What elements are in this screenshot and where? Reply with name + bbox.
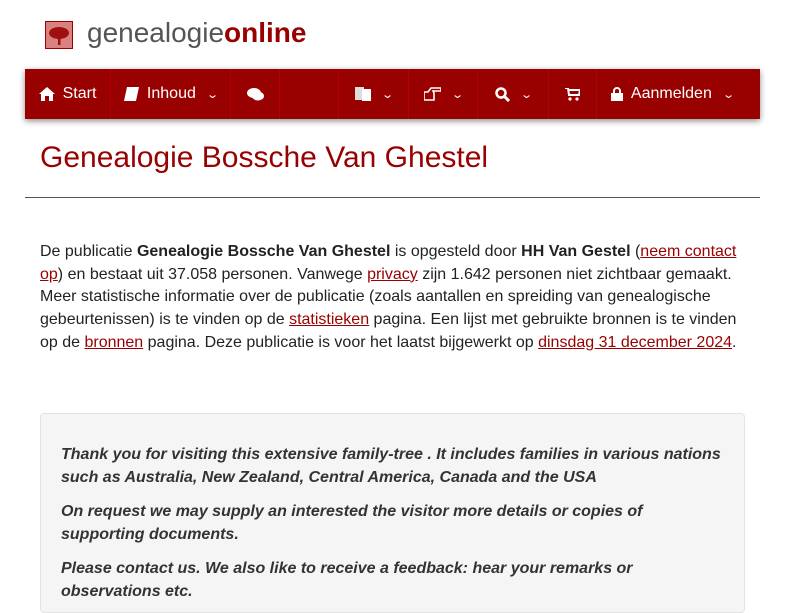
privacy-link[interactable]: privacy	[367, 265, 418, 283]
language-icon	[355, 86, 371, 102]
author-name: HH Van Gestel	[521, 243, 631, 260]
chevron-down-icon: ⌄	[206, 88, 219, 101]
chevron-down-icon: ⌄	[722, 88, 735, 101]
nav-actions[interactable]	[409, 69, 478, 119]
text: De publicatie	[40, 243, 137, 260]
nav-language[interactable]	[339, 69, 409, 119]
nav-start-label: Start	[62, 85, 97, 102]
text: pagina. Een lijst met gebruikte bronnen is te vinden op de	[40, 311, 737, 351]
nav-start[interactable]	[25, 69, 111, 119]
chevron-down-icon: ⌄	[451, 88, 464, 101]
home-icon	[39, 87, 55, 101]
note-paragraph: On request we may supply an interested the visitor more details or copies of supporting documents.	[61, 503, 643, 543]
comments-icon	[247, 88, 264, 101]
publication-name: Genealogie Bossche Van Ghestel	[136, 243, 391, 260]
nav-login-label: Aanmelden	[630, 85, 712, 102]
note-paragraph: Please contact us. We also like to receive a feedback: hear your remarks or observations etc.	[61, 560, 633, 600]
text: is opgesteld door	[390, 243, 522, 260]
text: ) en bestaat uit 37.058 personen. Vanwege	[57, 265, 368, 283]
nav-search[interactable]	[478, 69, 549, 119]
last-updated-link[interactable]: dinsdag 31 december 2024	[538, 333, 733, 351]
search-icon	[495, 87, 510, 102]
text: pagina. Deze publicatie is voor het laatst bijgewerkt op	[143, 333, 539, 351]
book-icon	[124, 87, 139, 101]
nav-forum[interactable]	[231, 69, 280, 119]
nav-cart[interactable]	[549, 69, 597, 119]
contact-link[interactable]: neem contact op	[40, 243, 737, 283]
text: zijn 1.642 personen niet zichtbaar gemaakt. Meer statistische informatie over de publicatie (zoals aantallen en spreiding van genealogische gebeurtenissen) is te vinden op de	[40, 265, 732, 329]
brand-name[interactable]	[87, 17, 306, 49]
chevron-down-icon: ⌄	[520, 88, 533, 101]
hand-pointer-icon	[424, 87, 441, 101]
publication-intro	[40, 241, 750, 355]
page-title: Genealogie Bossche Van Ghestel	[40, 141, 489, 174]
lock-icon	[611, 87, 623, 101]
brand-part1: genealogie	[87, 17, 225, 48]
logo[interactable]	[45, 21, 73, 49]
nav-inhoud-label: Inhoud	[146, 85, 196, 102]
divider	[25, 197, 760, 198]
tree-icon	[47, 23, 71, 47]
sources-link[interactable]: bronnen	[84, 333, 144, 351]
main-nav	[25, 69, 760, 119]
statistics-link[interactable]: statistieken	[289, 311, 370, 329]
nav-spacer	[280, 69, 339, 119]
nav-login[interactable]	[597, 69, 747, 119]
author-notes	[40, 413, 745, 613]
brand-part2: online	[224, 17, 307, 48]
text: .	[732, 333, 737, 351]
note-paragraph: Thank you for visiting this extensive family-tree . It includes families in various nations such as Australia, New Zealand, Central America, Canada and the USA	[61, 446, 721, 486]
chevron-down-icon: ⌄	[381, 88, 394, 101]
cart-icon	[565, 88, 580, 101]
nav-inhoud[interactable]	[111, 69, 231, 119]
text: (	[630, 243, 641, 260]
